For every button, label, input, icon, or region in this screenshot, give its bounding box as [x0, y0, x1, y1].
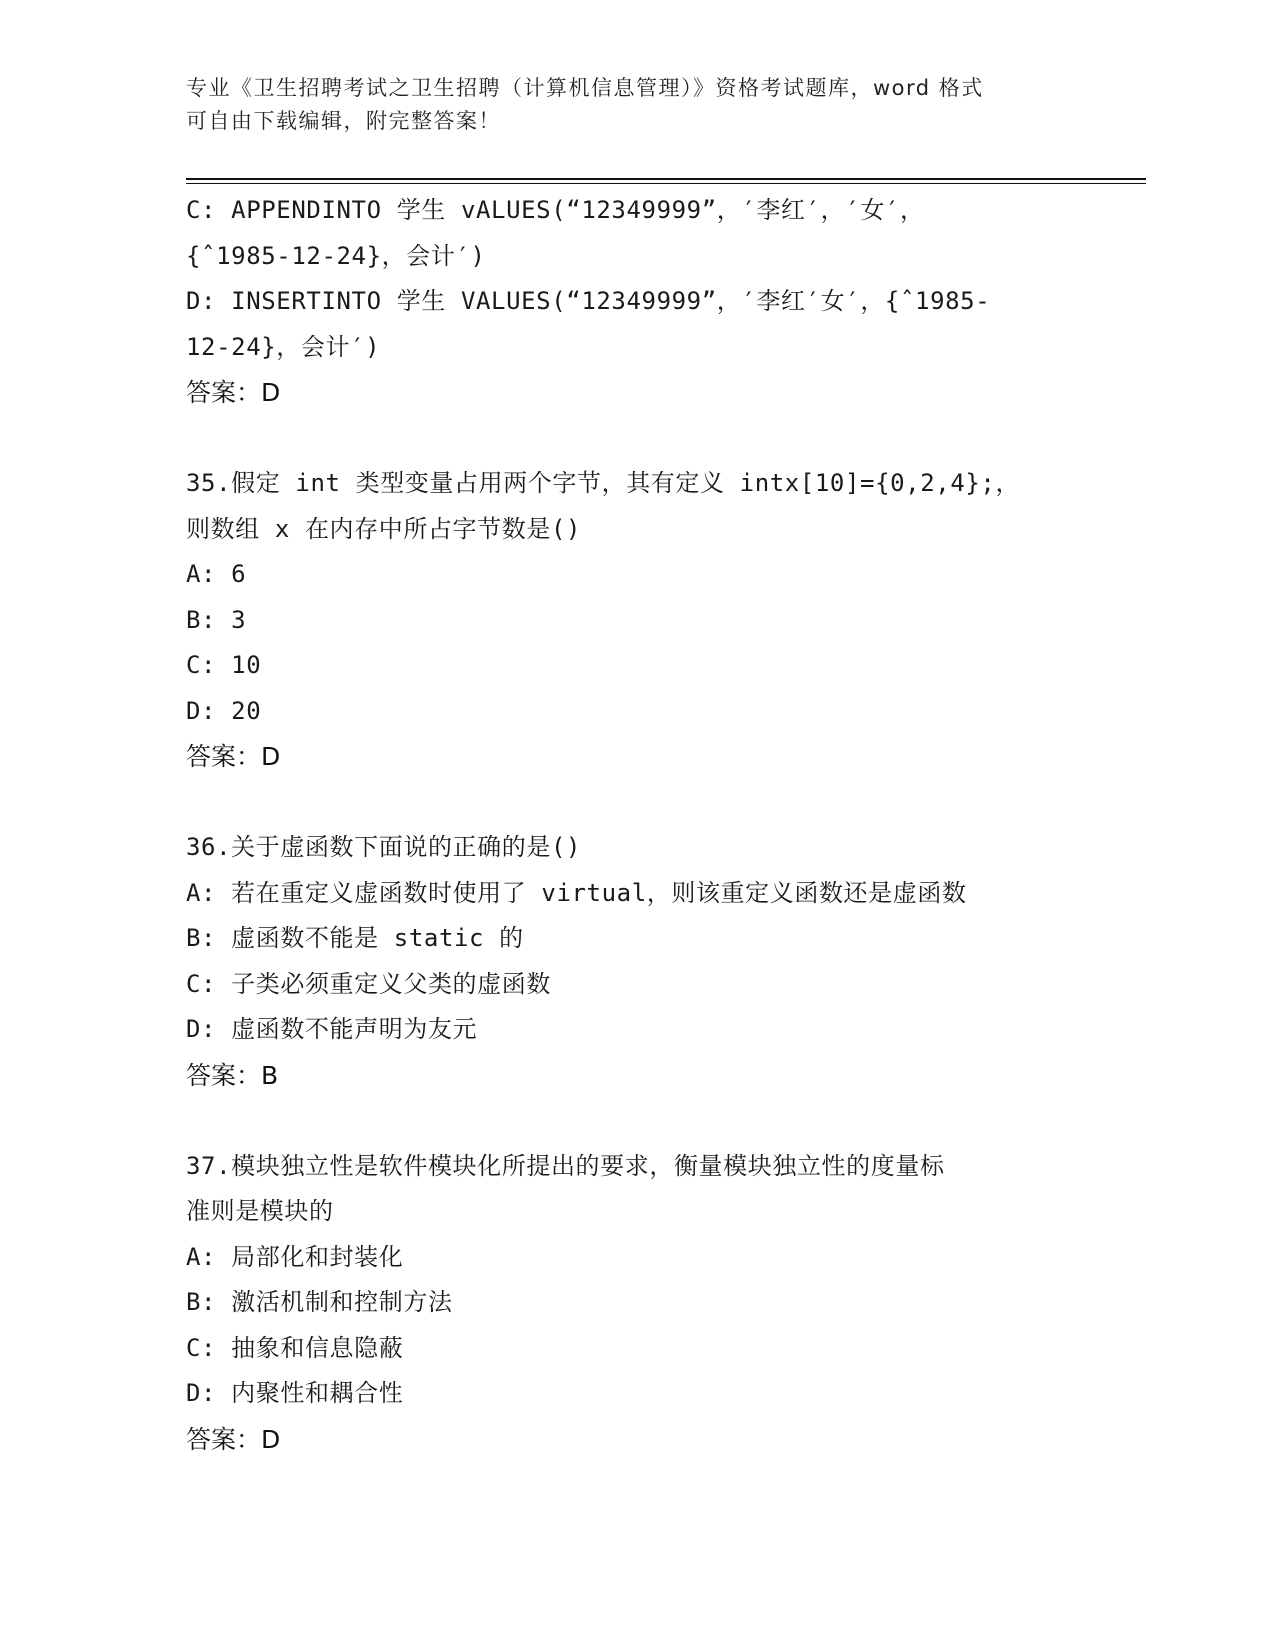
- option-d-line-1: D: INSERTINTO 学生 VALUES(“12349999”，′李红′女′，{ˆ1985-: [186, 287, 991, 315]
- option-a: A: 若在重定义虚函数时使用了 virtual，则该重定义函数还是虚函数: [186, 878, 967, 907]
- answer-line: 答案：D: [186, 1424, 281, 1454]
- option-d: D: 虚函数不能声明为友元: [186, 1015, 478, 1043]
- spacer: [186, 780, 1086, 826]
- option-a: A: 6: [186, 560, 247, 588]
- question-list: [186, 188, 1086, 1462]
- header-divider-thick: [186, 178, 1146, 180]
- option-c-line-2: {ˆ1985-12-24}，会计′): [186, 241, 486, 270]
- option-a: A: 局部化和封装化: [186, 1242, 404, 1271]
- answer-line: 答案：B: [186, 1060, 279, 1090]
- option-d: D: 20: [186, 696, 262, 725]
- option-c: C: 子类必须重定义父类的虚函数: [186, 969, 551, 998]
- option-c: C: 抽象和信息隐蔽: [186, 1333, 404, 1362]
- question-37: [186, 1144, 1086, 1463]
- option-c: C: 10: [186, 651, 262, 679]
- question-34: [186, 188, 1086, 416]
- header-divider-thin: [186, 183, 1146, 184]
- option-d: D: 内聚性和耦合性: [186, 1379, 404, 1407]
- question-35: [186, 461, 1086, 780]
- option-d-line-2: 12-24}，会计′): [186, 332, 381, 361]
- document-header: [186, 72, 1066, 138]
- option-b: B: 虚函数不能是 static 的: [186, 924, 524, 952]
- option-b: B: 激活机制和控制方法: [186, 1288, 453, 1316]
- header-line-2: 可自由下载编辑，附完整答案！: [186, 109, 501, 133]
- option-b: B: 3: [186, 605, 247, 634]
- answer-line: 答案：D: [186, 378, 281, 407]
- header-line-1: 专业《卫生招聘考试之卫生招聘（计算机信息管理）》资格考试题库，word 格式: [186, 76, 984, 100]
- question-stem-line-1: 37.模块独立性是软件模块化所提出的要求，衡量模块独立性的度量标: [186, 1151, 945, 1180]
- question-stem-line-2: 则数组 x 在内存中所占字节数是(): [186, 514, 582, 543]
- spacer: [186, 1098, 1086, 1144]
- question-stem-line-2: 准则是模块的: [186, 1197, 334, 1225]
- answer-line: 答案：D: [186, 742, 281, 771]
- option-c-line-1: C: APPENDINTO 学生 vALUES(“12349999”，′李红′，′女′，: [186, 196, 925, 224]
- spacer: [186, 416, 1086, 462]
- question-stem: 36.关于虚函数下面说的正确的是(): [186, 833, 582, 861]
- question-36: [186, 825, 1086, 1098]
- question-stem-line-1: 35.假定 int 类型变量占用两个字节，其有定义 intx[10]={0,2,4};，: [186, 469, 1021, 497]
